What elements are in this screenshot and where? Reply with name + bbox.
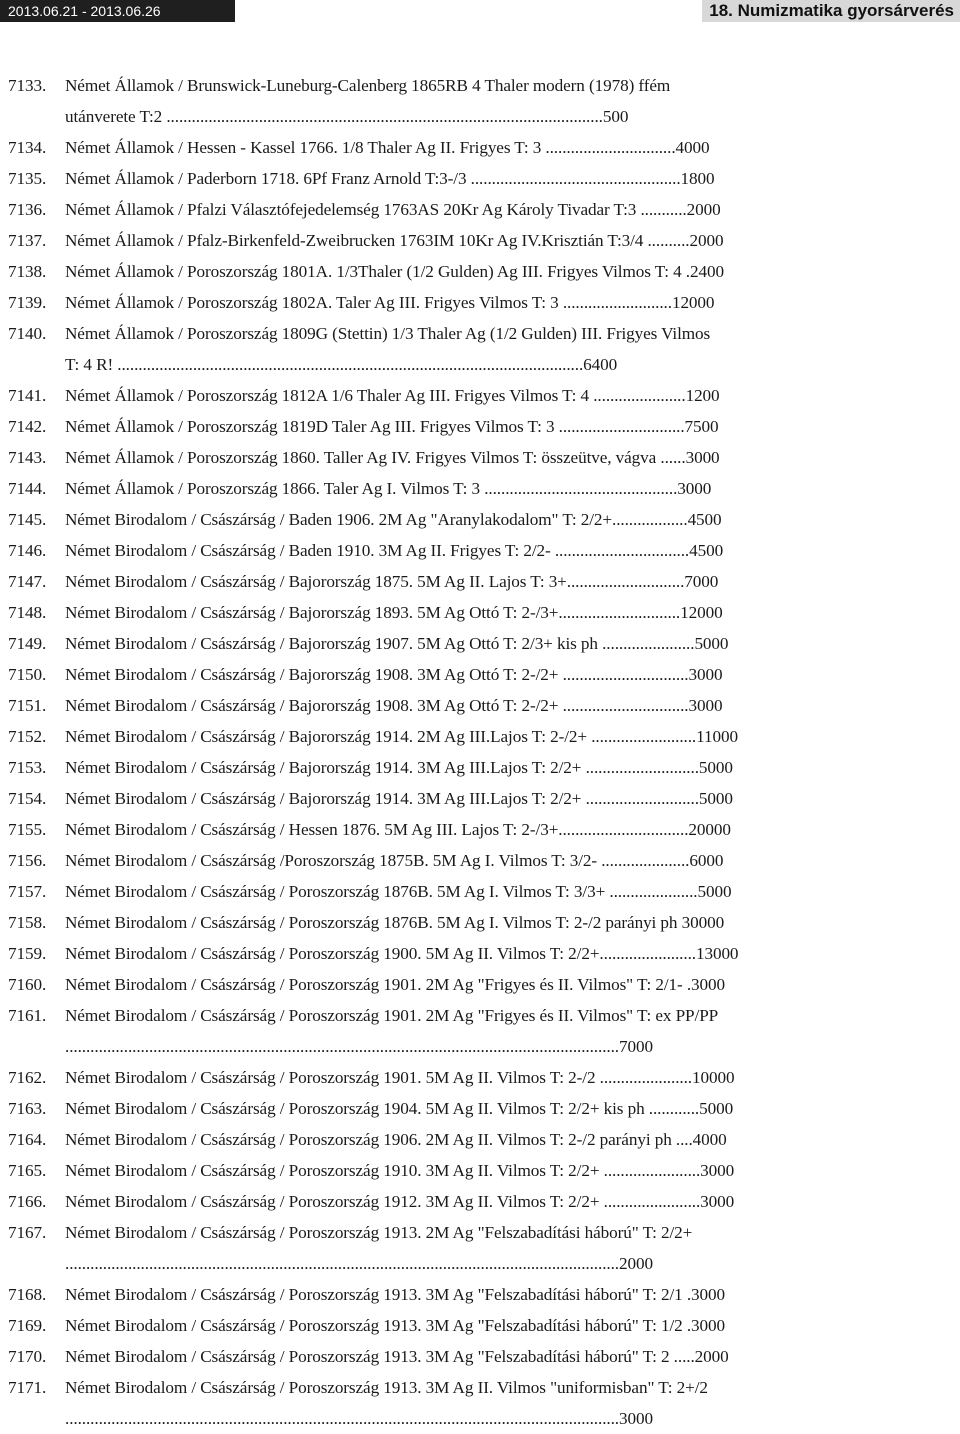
lot-description-line: Német Államok / Poroszország 1819D Taler Ag III. Frigyes Vilmos T: 3 ..............................7500 — [65, 417, 719, 436]
lot-description-line: Német Birodalom / Császárság / Bajorország 1914. 3M Ag III.Lajos T: 2/2+ ...........................5000 — [65, 789, 733, 808]
lot-description — [65, 194, 876, 225]
lot-number: 7156. — [8, 851, 47, 870]
lot-entry — [8, 659, 876, 690]
lot-entry — [8, 876, 876, 907]
lot-description — [65, 318, 876, 380]
lot-entry — [8, 938, 876, 969]
lot-description-line: Német Birodalom / Császárság / Baden 1906. 2M Ag "Aranylakodalom" T: 2/2+..................4500 — [65, 510, 722, 529]
lot-description-line: Német Államok / Poroszország 1866. Taler Ag I. Vilmos T: 3 ..............................................3000 — [65, 479, 712, 498]
lot-number: 7144. — [8, 479, 47, 498]
lot-number: 7137. — [8, 231, 47, 250]
lot-description — [65, 1186, 876, 1217]
lot-entry — [8, 70, 876, 132]
lot-entry — [8, 597, 876, 628]
lot-description-line: Német Államok / Poroszország 1812A 1/6 Thaler Ag III. Frigyes Vilmos T: 4 ......................1200 — [65, 386, 720, 405]
lot-description — [65, 1155, 876, 1186]
lot-description — [65, 504, 876, 535]
lot-number: 7171. — [8, 1378, 47, 1397]
lot-description-line: ....................................................................................................................................2000 — [65, 1254, 653, 1273]
lot-description — [65, 969, 876, 1000]
lot-number: 7135. — [8, 169, 47, 188]
lot-entry — [8, 1062, 876, 1093]
lot-entry — [8, 1186, 876, 1217]
lot-description-line: Német Birodalom / Császárság / Poroszország 1912. 3M Ag II. Vilmos T: 2/2+ .......................3000 — [65, 1192, 735, 1211]
lot-entry — [8, 1310, 876, 1341]
lot-entry — [8, 1093, 876, 1124]
lot-entry — [8, 287, 876, 318]
lot-description-line: Német Birodalom / Császárság / Poroszország 1901. 2M Ag "Frigyes és II. Vilmos" T: ex PP/PP — [65, 1006, 719, 1025]
lot-description-line: Német Birodalom / Császárság /Poroszország 1875B. 5M Ag I. Vilmos T: 3/2- .....................6000 — [65, 851, 724, 870]
lot-number: 7147. — [8, 572, 47, 591]
lot-description-line: Német Birodalom / Császárság / Hessen 1876. 5M Ag III. Lajos T: 2-/3+...............................20000 — [65, 820, 731, 839]
lot-number: 7142. — [8, 417, 47, 436]
lot-description-line: Német Birodalom / Császárság / Poroszország 1913. 3M Ag "Felszabadítási háború" T: 2 .....2000 — [65, 1347, 729, 1366]
lot-description — [65, 783, 876, 814]
lot-entry — [8, 752, 876, 783]
lot-number: 7164. — [8, 1130, 47, 1149]
lot-number: 7155. — [8, 820, 47, 839]
lot-number: 7149. — [8, 634, 47, 653]
lot-description-line: Német Birodalom / Császárság / Bajorország 1908. 3M Ag Ottó T: 2-/2+ ..............................3000 — [65, 665, 723, 684]
lot-description — [65, 535, 876, 566]
lot-number: 7133. — [8, 76, 47, 95]
lot-description — [65, 1341, 876, 1372]
lot-description-line: Német Birodalom / Császárság / Poroszország 1913. 3M Ag "Felszabadítási háború" T: 2/1 .3000 — [65, 1285, 726, 1304]
lot-description — [65, 876, 876, 907]
lot-description-line: Német Államok / Brunswick-Luneburg-Calenberg 1865RB 4 Thaler modern (1978) ffém — [65, 76, 671, 95]
lot-entry — [8, 256, 876, 287]
lot-list — [8, 70, 876, 1434]
lot-description-line: Német Államok / Hessen - Kassel 1766. 1/8 Thaler Ag II. Frigyes T: 3 ...............................4000 — [65, 138, 710, 157]
lot-description-line: Német Birodalom / Császárság / Poroszország 1904. 5M Ag II. Vilmos T: 2/2+ kis ph ............5000 — [65, 1099, 734, 1118]
lot-description-line: Német Birodalom / Császárság / Bajorország 1914. 3M Ag III.Lajos T: 2/2+ ...........................5000 — [65, 758, 733, 777]
lot-description — [65, 1124, 876, 1155]
lot-description — [65, 1093, 876, 1124]
lot-entry — [8, 1341, 876, 1372]
lot-description-line: ....................................................................................................................................3000 — [65, 1409, 653, 1428]
lot-number: 7157. — [8, 882, 47, 901]
lot-entry — [8, 566, 876, 597]
lot-description-line: Német Birodalom / Császárság / Poroszország 1906. 2M Ag II. Vilmos T: 2-/2 parányi ph ....4000 — [65, 1130, 727, 1149]
lot-description-line: Német Birodalom / Császárság / Bajorország 1893. 5M Ag Ottó T: 2-/3+.............................12000 — [65, 603, 723, 622]
lot-description — [65, 70, 876, 132]
lot-number: 7170. — [8, 1347, 47, 1366]
lot-number: 7139. — [8, 293, 47, 312]
lot-description — [65, 597, 876, 628]
lot-entry — [8, 318, 876, 380]
auction-title: 18. Numizmatika gyorsárverés — [702, 0, 960, 22]
lot-description-line: Német Államok / Pfalzi Választófejedelemség 1763AS 20Kr Ag Károly Tivadar T:3 ...........2000 — [65, 200, 721, 219]
lot-description-line: ....................................................................................................................................7000 — [65, 1037, 653, 1056]
lot-number: 7154. — [8, 789, 47, 808]
lot-description — [65, 380, 876, 411]
lot-number: 7140. — [8, 324, 47, 343]
lot-number: 7148. — [8, 603, 47, 622]
lot-entry — [8, 783, 876, 814]
lot-description — [65, 938, 876, 969]
lot-entry — [8, 380, 876, 411]
lot-entry — [8, 845, 876, 876]
lot-number: 7141. — [8, 386, 47, 405]
lot-description-line: Német Államok / Poroszország 1809G (Stettin) 1/3 Thaler Ag (1/2 Gulden) III. Frigyes Vilmos — [65, 324, 711, 343]
lot-description-line: Német Birodalom / Császárság / Poroszország 1876B. 5M Ag I. Vilmos T: 2-/2 parányi ph 30000 — [65, 913, 725, 932]
lot-description-line: Német Birodalom / Császárság / Baden 1910. 3M Ag II. Frigyes T: 2/2- ................................4500 — [65, 541, 724, 560]
lot-description — [65, 814, 876, 845]
lot-number: 7162. — [8, 1068, 47, 1087]
lot-number: 7161. — [8, 1006, 47, 1025]
lot-description-line: utánverete T:2 ........................................................................................................500 — [65, 107, 629, 126]
lot-entry — [8, 225, 876, 256]
lot-entry — [8, 690, 876, 721]
lot-description-line: Német Államok / Poroszország 1801A. 1/3Thaler (1/2 Gulden) Ag III. Frigyes Vilmos T: 4 .2400 — [65, 262, 724, 281]
lot-description — [65, 1217, 876, 1279]
lot-description-line: Német Birodalom / Császárság / Bajorország 1914. 2M Ag III.Lajos T: 2-/2+ .........................11000 — [65, 727, 738, 746]
lot-number: 7151. — [8, 696, 47, 715]
lot-entry — [8, 535, 876, 566]
lot-description-line: Német Államok / Pfalz-Birkenfeld-Zweibrucken 1763IM 10Kr Ag IV.Krisztián T:3/4 ..........2000 — [65, 231, 724, 250]
lot-description — [65, 1310, 876, 1341]
lot-number: 7165. — [8, 1161, 47, 1180]
lot-description-line: Német Birodalom / Császárság / Poroszország 1910. 3M Ag II. Vilmos T: 2/2+ .......................3000 — [65, 1161, 735, 1180]
lot-entry — [8, 442, 876, 473]
lot-entry — [8, 1000, 876, 1062]
lot-description — [65, 473, 876, 504]
lot-description — [65, 752, 876, 783]
lot-entry — [8, 721, 876, 752]
lot-entry — [8, 504, 876, 535]
lot-entry — [8, 814, 876, 845]
lot-description — [65, 256, 876, 287]
lot-number: 7145. — [8, 510, 47, 529]
lot-description — [65, 690, 876, 721]
lot-description — [65, 659, 876, 690]
lot-entry — [8, 163, 876, 194]
lot-description-line: Német Birodalom / Császárság / Bajorország 1875. 5M Ag II. Lajos T: 3+............................7000 — [65, 572, 719, 591]
lot-description-line: Német Birodalom / Császárság / Poroszország 1913. 2M Ag "Felszabadítási háború" T: 2/2+ — [65, 1223, 693, 1242]
lot-description — [65, 721, 876, 752]
lot-description — [65, 1372, 876, 1434]
lot-number: 7168. — [8, 1285, 47, 1304]
lot-description — [65, 907, 876, 938]
lot-number: 7150. — [8, 665, 47, 684]
lot-description-line: T: 4 R! ...............................................................................................................6400 — [65, 355, 618, 374]
lot-entry — [8, 473, 876, 504]
lot-description-line: Német Államok / Paderborn 1718. 6Pf Franz Arnold T:3-/3 ..................................................1800 — [65, 169, 715, 188]
lot-description-line: Német Birodalom / Császárság / Bajorország 1907. 5M Ag Ottó T: 2/3+ kis ph ......................5000 — [65, 634, 729, 653]
lot-description — [65, 566, 876, 597]
lot-number: 7169. — [8, 1316, 47, 1335]
lot-number: 7136. — [8, 200, 47, 219]
lot-description-line: Német Birodalom / Császárság / Poroszország 1876B. 5M Ag I. Vilmos T: 3/3+ .....................5000 — [65, 882, 732, 901]
lot-description — [65, 442, 876, 473]
lot-description-line: Német Birodalom / Császárság / Poroszország 1913. 3M Ag "Felszabadítási háború" T: 1/2 .3000 — [65, 1316, 726, 1335]
lot-description-line: Német Birodalom / Császárság / Poroszország 1913. 3M Ag II. Vilmos "uniformisban" T: 2+/2 — [65, 1378, 708, 1397]
lot-description — [65, 1000, 876, 1062]
lot-entry — [8, 411, 876, 442]
lot-description-line: Német Birodalom / Császárság / Bajorország 1908. 3M Ag Ottó T: 2-/2+ ..............................3000 — [65, 696, 723, 715]
lot-description — [65, 411, 876, 442]
lot-entry — [8, 1155, 876, 1186]
lot-number: 7166. — [8, 1192, 47, 1211]
lot-description — [65, 225, 876, 256]
lot-number: 7143. — [8, 448, 47, 467]
lot-number: 7159. — [8, 944, 47, 963]
lot-number: 7167. — [8, 1223, 47, 1242]
lot-entry — [8, 1372, 876, 1434]
lot-number: 7158. — [8, 913, 47, 932]
lot-description-line: Német Birodalom / Császárság / Poroszország 1901. 2M Ag "Frigyes és II. Vilmos" T: 2/1- .3000 — [65, 975, 726, 994]
lot-description-line: Német Birodalom / Császárság / Poroszország 1900. 5M Ag II. Vilmos T: 2/2+.......................13000 — [65, 944, 739, 963]
lot-entry — [8, 1124, 876, 1155]
lot-description — [65, 1279, 876, 1310]
lot-description — [65, 628, 876, 659]
lot-number: 7163. — [8, 1099, 47, 1118]
lot-entry — [8, 132, 876, 163]
lot-description-line: Német Államok / Poroszország 1802A. Taler Ag III. Frigyes Vilmos T: 3 ..........................12000 — [65, 293, 715, 312]
page-header — [0, 0, 960, 40]
lot-number: 7152. — [8, 727, 47, 746]
lot-number: 7146. — [8, 541, 47, 560]
lot-entry — [8, 194, 876, 225]
lot-description — [65, 845, 876, 876]
lot-description — [65, 132, 876, 163]
lot-description — [65, 1062, 876, 1093]
lot-entry — [8, 907, 876, 938]
date-range: 2013.06.21 - 2013.06.26 — [0, 0, 235, 22]
header-spacer — [235, 0, 702, 40]
lot-number: 7160. — [8, 975, 47, 994]
lot-number: 7138. — [8, 262, 47, 281]
lot-number: 7153. — [8, 758, 47, 777]
lot-entry — [8, 1217, 876, 1279]
lot-number: 7134. — [8, 138, 47, 157]
lot-description-line: Német Államok / Poroszország 1860. Taller Ag IV. Frigyes Vilmos T: összeütve, vágva ......3000 — [65, 448, 720, 467]
lot-entry — [8, 1279, 876, 1310]
lot-entry — [8, 628, 876, 659]
lot-entry — [8, 969, 876, 1000]
lot-description — [65, 163, 876, 194]
lot-description-line: Német Birodalom / Császárság / Poroszország 1901. 5M Ag II. Vilmos T: 2-/2 ......................10000 — [65, 1068, 735, 1087]
lot-description — [65, 287, 876, 318]
